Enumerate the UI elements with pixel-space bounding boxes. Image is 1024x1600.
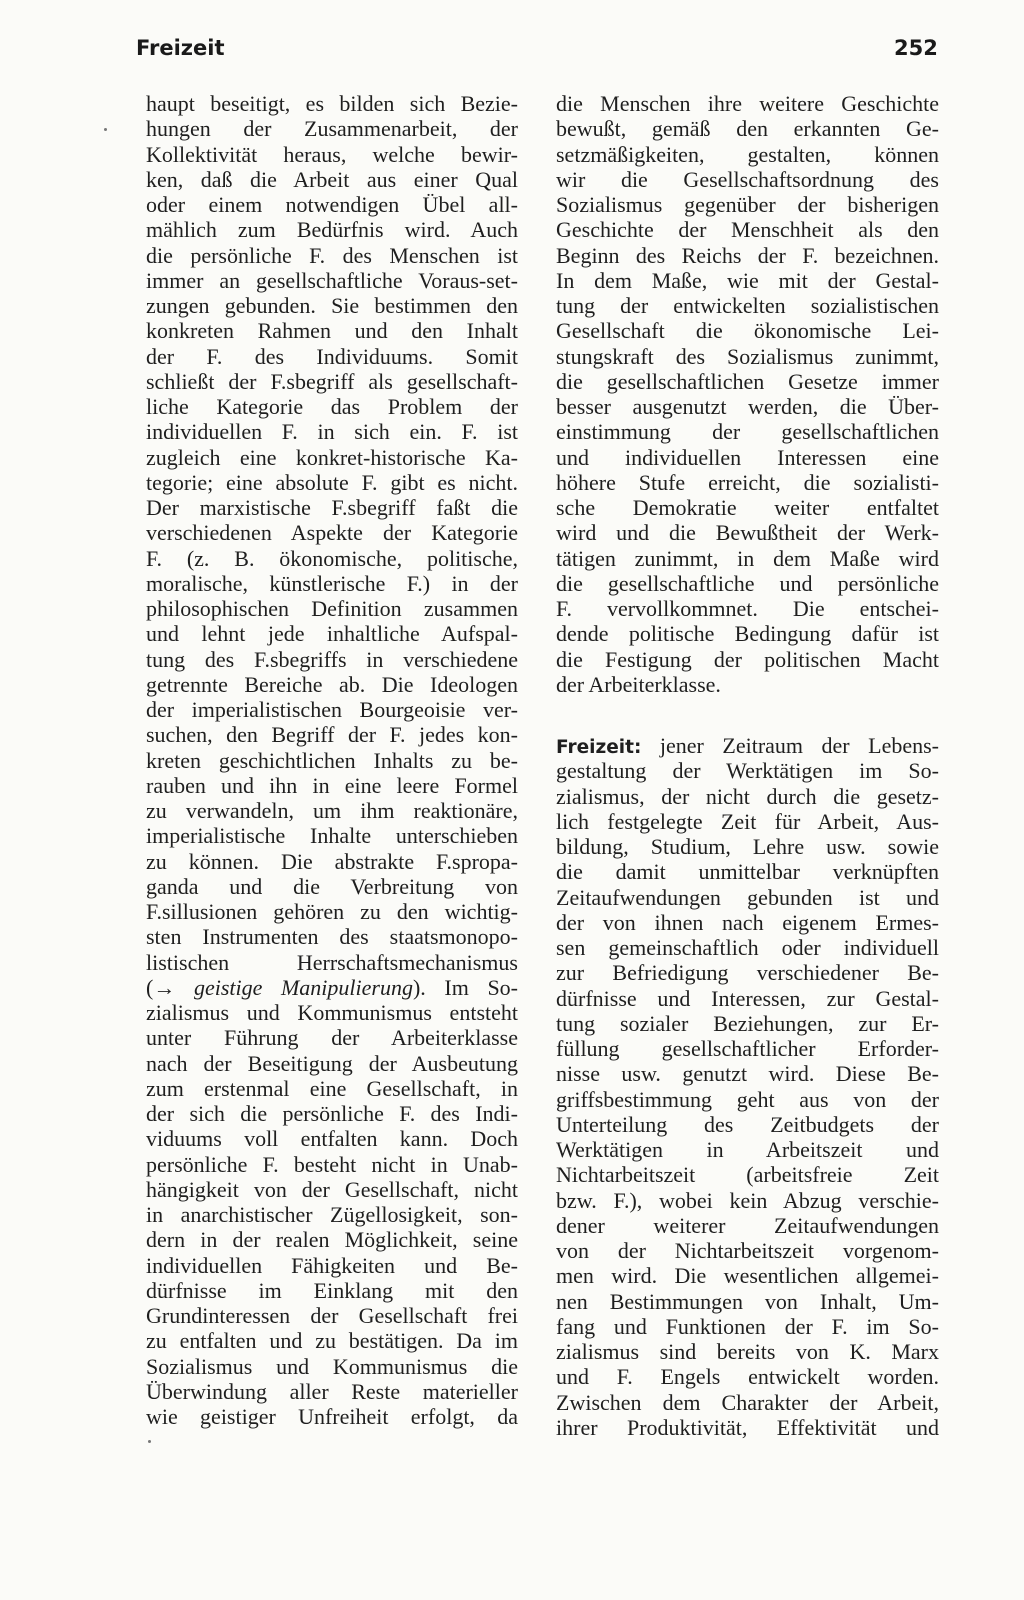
text-line: und F. Engels entwickelt worden. [556,1364,939,1390]
text-line: hängigkeit von der Gesellschaft, nicht [146,1176,518,1202]
text-line: listischen Herrschaftsmechanismus [146,949,518,975]
text-line: Zwischen dem Charakter der Arbeit, [556,1389,939,1415]
text-line: F. (z. B. ökonomische, politische, [146,545,518,571]
text-line: Zeitaufwendungen gebunden ist und [556,884,939,910]
text-line: zialismus sind bereits von K. Marx [556,1339,939,1364]
text-line: füllung gesellschaftlicher Erforder- [556,1036,939,1061]
text-line: suchen, den Begriff der F. jedes kon- [146,722,518,748]
text-line: schließt der F.sbegriff als gesellschaft- [146,368,518,394]
entry-first-line-text: jener Zeitraum der Lebens- [659,733,939,758]
text-line: die gesellschaftlichen Gesetze immer [556,368,939,394]
text-line: tung des F.sbegriffs in verschiedene [146,646,518,672]
text-line: oder einem notwendigen Übel all- [146,192,518,217]
text-line: dener weiterer Zeitaufwendungen [556,1212,939,1238]
text-line: Werktätigen in Arbeitszeit und [556,1137,939,1162]
text-line: Sozialismus gegenüber der bisherigen [556,192,939,217]
right-text-column [556,91,939,1440]
text-line: dürfnisse im Einklang mit den [146,1277,518,1303]
text-line: haupt beseitigt, es bilden sich Bezie- [146,91,518,116]
text-line: konkreten Rahmen und den Inhalt [146,318,518,344]
text-line: nach der Beseitigung der Ausbeutung [146,1050,518,1076]
text-line: der F. des Individuums. Somit [146,343,518,369]
running-head-title: Freizeit [136,36,225,60]
text-line: Unterteilung des Zeitbudgets der [556,1111,939,1137]
text-line: die Menschen ihre weitere Geschichte [556,91,939,116]
paragraph-gap [556,697,939,733]
text-line: viduums voll entfalten kann. Doch [146,1126,518,1152]
text-line: ken, daß die Arbeit aus einer Qual [146,166,518,192]
text-line: Kollektivität heraus, welche bewir- [146,141,518,167]
text-line: (→ geistige Manipulierung). Im So- [146,974,518,1000]
text-line: imperialistische Inhalte unterschieben [146,823,518,849]
text-line: zur Befriedigung verschiedener Be- [556,960,939,986]
text-line: zu können. Die abstrakte F.spropa- [146,848,518,874]
text-line: Nichtarbeitszeit (arbeitsfreie Zeit [556,1162,939,1188]
dictionary-entry [556,733,939,1440]
text-line: unter Führung der Arbeiterklasse [146,1025,518,1051]
text-line: der imperialistischen Bourgeoisie ver- [146,697,518,722]
text-line: der von ihnen nach eigenem Ermes- [556,909,939,935]
text-line: Sozialismus und Kommunismus die [146,1353,518,1379]
text-line: bewußt, gemäß den erkannten Ge- [556,116,939,142]
text-line: tung sozialer Beziehungen, zur Er- [556,1010,939,1036]
text-line: sche Demokratie weiter entfaltet [556,495,939,520]
text-line: moralische, künstlerische F.) in der [146,570,518,596]
continued-paragraph [556,91,939,697]
text-line: und lehnt jede inhaltliche Aufspal- [146,621,518,647]
text-line: men wird. Die wesentlichen allgemei- [556,1263,939,1289]
text-line: In dem Maße, wie mit der Gestal- [556,267,939,293]
text-line: Überwindung aller Reste materieller [146,1378,518,1404]
text-line: Beginn des Reichs der F. bezeichnen. [556,242,939,268]
text-line: liche Kategorie das Problem der [146,394,518,419]
text-line: nisse usw. genutzt wird. Diese Be- [556,1061,939,1087]
text-line: sen gemeinschaftlich oder individuell [556,935,939,960]
text-line: von der Nichtarbeitszeit vorgenom- [556,1238,939,1263]
text-line: die damit unmittelbar verknüpften [556,859,939,885]
text-line: individuellen Fähigkeiten und Be- [146,1252,518,1278]
cross-reference: geistige Manipulierung [193,974,413,1000]
text-line: dern in der realen Möglichkeit, seine [146,1227,518,1253]
text-line: getrennte Bereiche ab. Die Ideologen [146,671,518,697]
text-line: der Arbeiterklasse. [556,671,721,697]
text-line: verschiedenen Aspekte der Kategorie [146,520,518,546]
text-line: und individuellen Interessen eine [556,444,939,470]
text-line: zugleich eine konkret-historische Ka- [146,444,518,470]
text-line: zu entfalten und zu bestätigen. Da im [146,1328,518,1354]
text-line: zialismus, der nicht durch die gesetz- [556,783,939,809]
text-line: dende politische Bedingung dafür ist [556,621,939,647]
text-line: Der marxistische F.sbegriff faßt die [146,495,518,520]
text-line: die gesellschaftliche und persönliche [556,570,939,596]
text-line: hungen der Zusammenarbeit, der [146,116,518,142]
text-line: bzw. F.), wobei kein Abzug verschie- [556,1187,939,1213]
text-line: griffsbestimmung geht aus von der [556,1086,939,1112]
text-line: höhere Stufe erreicht, die sozialisti- [556,469,939,495]
margin-mark [104,128,107,131]
text-line: wird und die Bewußtheit der Werk- [556,520,939,546]
text-line: Gesellschaft die ökonomische Lei- [556,318,939,344]
text-line: gestaltung der Werktätigen im So- [556,758,939,784]
text-line: bildung, Studium, Lehre usw. sowie [556,834,939,859]
entry-first-line [556,733,939,758]
text-line: tätigen zunimmt, in dem Maße wird [556,545,939,571]
text-line: mählich zum Bedürfnis wird. Auch [146,217,518,243]
text-line: die persönliche F. des Menschen ist [146,242,518,268]
text-line: wir die Gesellschaftsordnung des [556,166,939,192]
text-line: individuellen F. in sich ein. F. ist [146,419,518,445]
text-line: sten Instrumenten des staatsmonopo- [146,924,518,950]
text-line: kreten geschichtlichen Inhalts zu be- [146,747,518,773]
text-line: ihrer Produktivität, Effektivität und [556,1414,939,1440]
text-line: zum erstenmal eine Gesellschaft, in [146,1075,518,1101]
page-number: 252 [894,36,938,60]
text-line: lich festgelegte Zeit für Arbeit, Aus- [556,808,939,834]
text-line: stungskraft des Sozialismus zunimmt, [556,343,939,369]
text-line: besser ausgenutzt werden, die Über- [556,394,939,419]
text-line: setzmäßigkeiten, gestalten, können [556,141,939,167]
text-line: tegorie; eine absolute F. gibt es nicht. [146,469,518,495]
text-line: philosophischen Definition zusammen [146,596,518,621]
text-line: die Festigung der politischen Macht [556,646,939,672]
text-line: fang und Funktionen der F. im So- [556,1313,939,1339]
margin-mark [148,1440,151,1443]
text-line: zialismus und Kommunismus entsteht [146,1000,518,1025]
text-line: rauben und ihn in eine leere Formel [146,772,518,798]
text-line: der sich die persönliche F. des Indi- [146,1101,518,1126]
text-line: nen Bestimmungen von Inhalt, Um- [556,1288,939,1314]
text-line: Geschichte der Menschheit als den [556,217,939,243]
text-line: einstimmung der gesellschaftlichen [556,419,939,445]
text-line: dürfnisse und Interessen, zur Gestal- [556,985,939,1011]
text-line: immer an gesellschaftliche Voraus-set- [146,267,518,293]
entry-keyword: Freizeit: [556,737,642,758]
text-line: ganda und die Verbreitung von [146,873,518,899]
left-text-column [146,91,518,1429]
text-line: in anarchistischer Zügellosigkeit, son- [146,1202,518,1227]
text-line: F. vervollkommnet. Die entschei- [556,596,939,621]
text-line: zungen gebunden. Sie bestimmen den [146,293,518,318]
text-line: Grundinteressen der Gesellschaft frei [146,1303,518,1328]
text-line: wie geistiger Unfreiheit erfolgt, da [146,1404,518,1429]
text-line: F.sillusionen gehören zu den wichtig- [146,899,518,924]
text-line: persönliche F. besteht nicht in Unab- [146,1151,518,1177]
text-line: tung der entwickelten sozialistischen [556,293,939,318]
text-line: zu verwandeln, um ihm reaktionäre, [146,798,518,823]
